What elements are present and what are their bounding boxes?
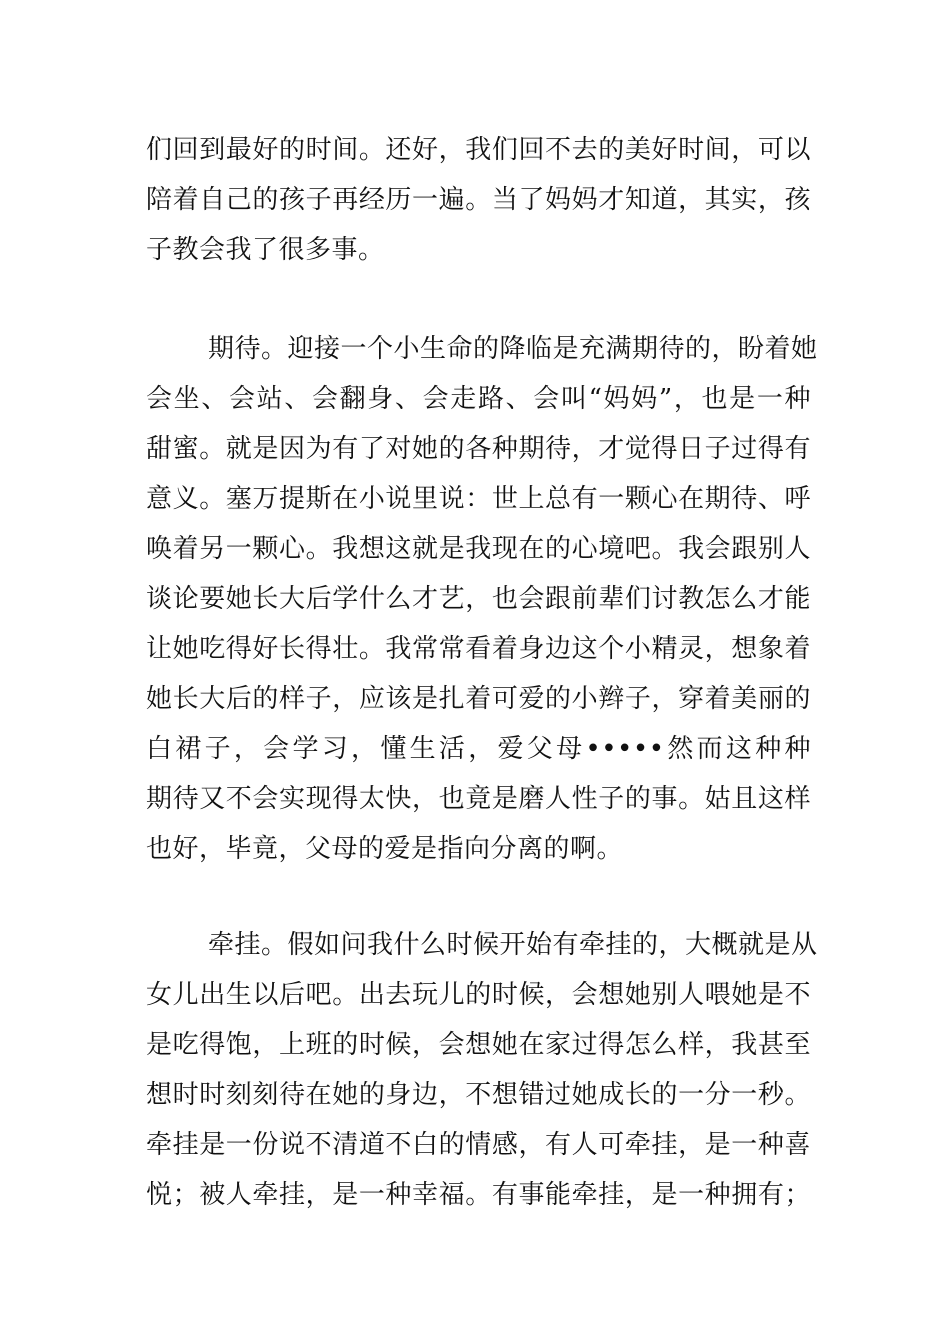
paragraph-line: 子教会我了很多事。 <box>146 235 385 265</box>
paragraph-line: 悦；被人牵挂，是一种幸福。有事能牵挂，是一种拥有； <box>146 1180 811 1210</box>
paragraph-1 <box>146 125 811 275</box>
paragraph-line: 会坐、会站、会翻身、会走路、会叫“妈妈”，也是一种 <box>146 384 811 414</box>
paragraph-line: 让她吃得好长得壮。我常常看着身边这个小精灵，想象着 <box>146 634 811 664</box>
paragraph-line: 们回到最好的时间。还好，我们回不去的美好时间，可以 <box>146 135 811 165</box>
paragraph-line: 是吃得饱，上班的时候，会想她在家过得怎么样，我甚至 <box>146 1030 811 1060</box>
paragraph-line: 她长大后的样子，应该是扎着可爱的小辫子，穿着美丽的 <box>146 684 811 714</box>
paragraph-line: 也好，毕竟，父母的爱是指向分离的啊。 <box>146 834 624 864</box>
paragraph-line: 白裙子，会学习，懂生活，爱父母•••••然而这种种 <box>146 734 811 764</box>
paragraph-line: 期待。迎接一个小生命的降临是充满期待的，盼着她 <box>208 334 818 364</box>
paragraph-2 <box>146 324 818 874</box>
paragraph-line: 牵挂是一份说不清道不白的情感，有人可牵挂，是一种喜 <box>146 1130 811 1160</box>
paragraph-line: 谈论要她长大后学什么才艺，也会跟前辈们讨教怎么才能 <box>146 584 811 614</box>
paragraph-line: 唤着另一颗心。我想这就是我现在的心境吧。我会跟别人 <box>146 534 811 564</box>
paragraph-line: 想时时刻刻待在她的身边，不想错过她成长的一分一秒。 <box>146 1080 811 1110</box>
paragraph-line: 意义。塞万提斯在小说里说：世上总有一颗心在期待、呼 <box>146 484 811 514</box>
paragraph-line: 陪着自己的孩子再经历一遍。当了妈妈才知道，其实，孩 <box>146 185 811 215</box>
paragraph-line: 期待又不会实现得太快，也竟是磨人性子的事。姑且这样 <box>146 784 811 814</box>
paragraph-line: 甜蜜。就是因为有了对她的各种期待，才觉得日子过得有 <box>146 434 811 464</box>
paragraph-line: 牵挂。假如问我什么时候开始有牵挂的，大概就是从 <box>208 930 818 960</box>
paragraph-3 <box>146 920 818 1220</box>
paragraph-line: 女儿出生以后吧。出去玩儿的时候，会想她别人喂她是不 <box>146 980 811 1010</box>
